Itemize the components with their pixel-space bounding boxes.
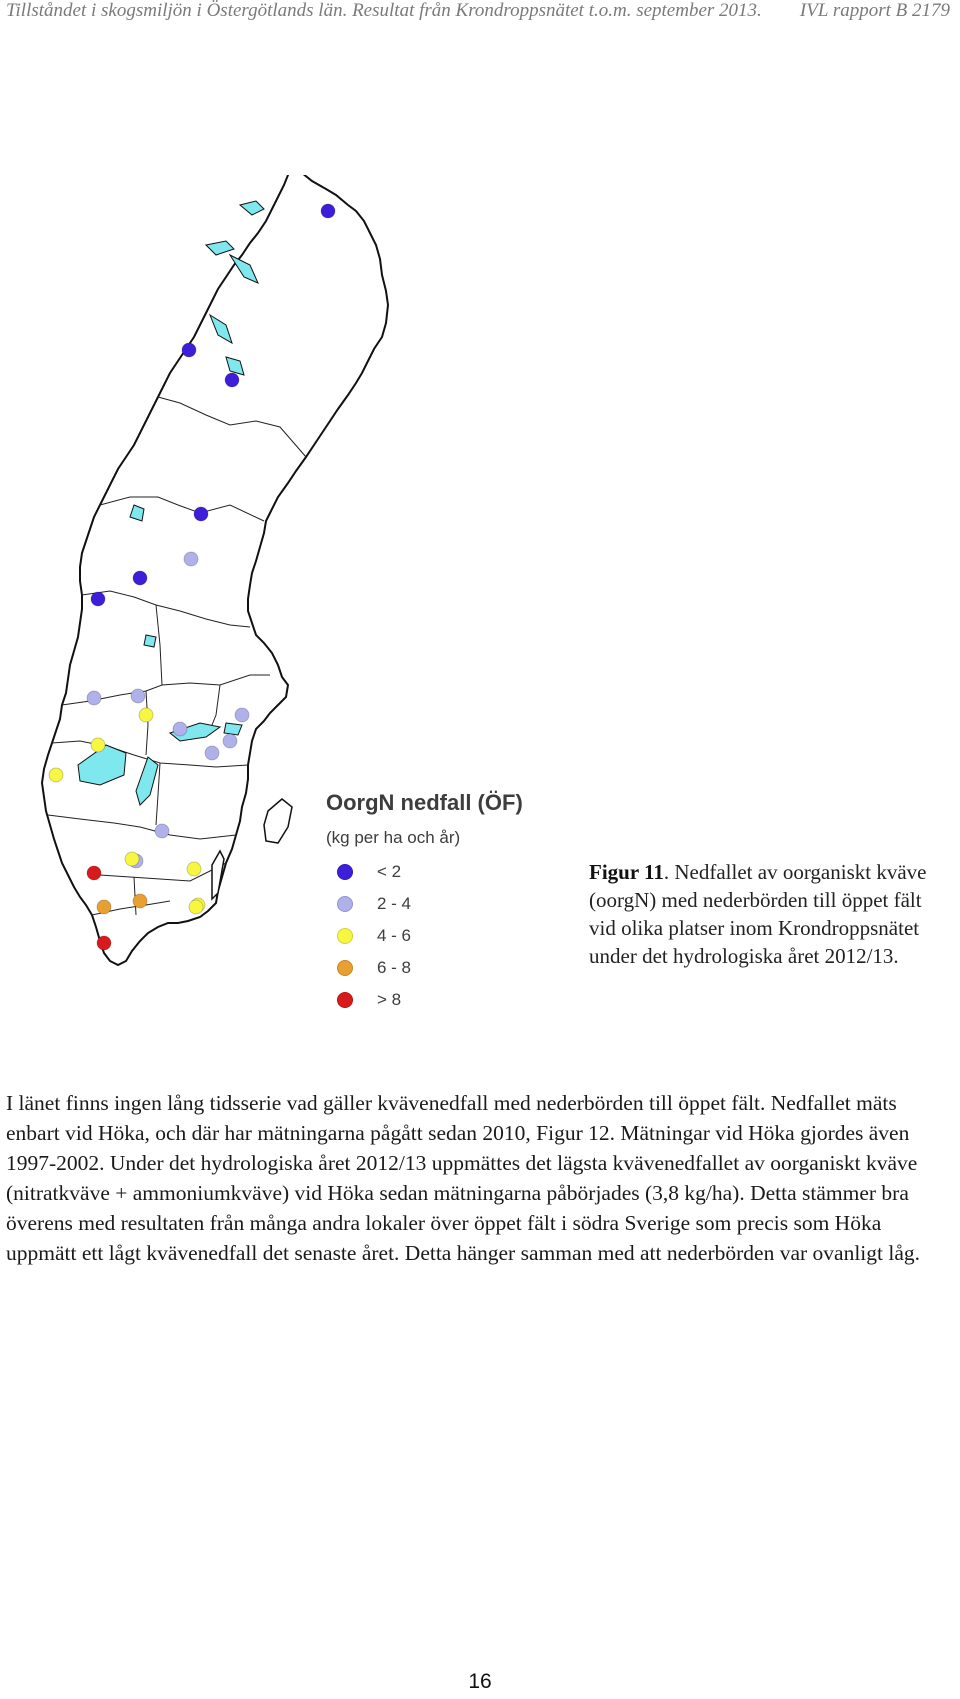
map-legend bbox=[326, 790, 556, 1016]
page-number: 16 bbox=[468, 1670, 492, 1693]
station-marker bbox=[125, 852, 139, 866]
station-marker bbox=[97, 900, 111, 914]
station-marker bbox=[133, 894, 147, 908]
station-marker bbox=[97, 936, 111, 950]
legend-dot-icon bbox=[337, 864, 353, 880]
station-marker bbox=[133, 571, 147, 585]
station-marker bbox=[205, 746, 219, 760]
station-marker bbox=[155, 824, 169, 838]
body-text bbox=[6, 1088, 946, 1268]
legend-dot-icon bbox=[337, 928, 353, 944]
legend-item bbox=[326, 920, 556, 952]
legend-dot-icon bbox=[337, 960, 353, 976]
legend-dot-icon bbox=[337, 896, 353, 912]
station-marker bbox=[187, 862, 201, 876]
station-marker bbox=[91, 592, 105, 606]
figure-caption-label: Figur 11 bbox=[589, 860, 664, 884]
legend-item bbox=[326, 856, 556, 888]
station-marker bbox=[189, 900, 203, 914]
station-marker bbox=[194, 507, 208, 521]
station-marker bbox=[321, 204, 335, 218]
station-marker bbox=[49, 768, 63, 782]
legend-label: 4 - 6 bbox=[377, 926, 412, 945]
legend-subtitle: (kg per ha och år) bbox=[326, 828, 461, 847]
station-marker bbox=[223, 734, 237, 748]
body-paragraph: I länet finns ingen lång tidsserie vad gäller kvävenedfall med nederbörden till öppet fält. Nedfallet mäts enbart vid Höka, och där har mätningarna pågått sedan 2010, Figur 12. Mätningar vid Höka gjordes även 1997-2002. Under det hydrologiska året 2012/13 uppmättes det lägsta kvävenedfallet av oorganiskt kväve (nitratkväve + ammoniumkväve) vid Höka sedan mätningarna påbörjades (3,8 kg/ha). Detta stämmer bra överens med resultaten från många andra lokaler över öppet fält i södra Sverige som precis som Höka uppmätt ett lågt kvävenedfall det senaste året. Detta hänger samman med att nederbörden var ovanligt låg. bbox=[6, 1091, 921, 1265]
legend-item bbox=[326, 952, 556, 984]
legend-label: > 8 bbox=[377, 990, 402, 1009]
legend-item bbox=[326, 984, 556, 1016]
station-marker bbox=[87, 691, 101, 705]
gotland-island bbox=[264, 799, 292, 843]
legend-label: < 2 bbox=[377, 862, 402, 881]
legend-label: 6 - 8 bbox=[377, 958, 412, 977]
legend-title: OorgN nedfall (ÖF) bbox=[326, 790, 523, 815]
figure-caption-text: . Nedfallet av oorganiskt kväve (oorgN) med nederbörden till öppet fält vid olika platser inom Krondroppsnätet under det hydrologiska året 2012/13. bbox=[589, 860, 927, 968]
running-header-title: Tillståndet i skogsmiljön i Östergötlands län. Resultat från Krondroppsnätet t.o.m. september 2013. bbox=[6, 0, 762, 21]
legend-item bbox=[326, 888, 556, 920]
legend-dot-icon bbox=[337, 992, 353, 1008]
figure-caption bbox=[589, 858, 929, 970]
station-marker bbox=[139, 708, 153, 722]
station-marker bbox=[184, 552, 198, 566]
running-header-report-id: IVL rapport B 2179 bbox=[799, 0, 950, 21]
legend-label: 2 - 4 bbox=[377, 894, 412, 913]
station-marker bbox=[225, 373, 239, 387]
station-marker bbox=[131, 689, 145, 703]
station-marker bbox=[91, 738, 105, 752]
station-marker bbox=[182, 343, 196, 357]
station-marker bbox=[173, 722, 187, 736]
station-marker bbox=[87, 866, 101, 880]
station-marker bbox=[235, 708, 249, 722]
legend-items bbox=[326, 856, 556, 1016]
